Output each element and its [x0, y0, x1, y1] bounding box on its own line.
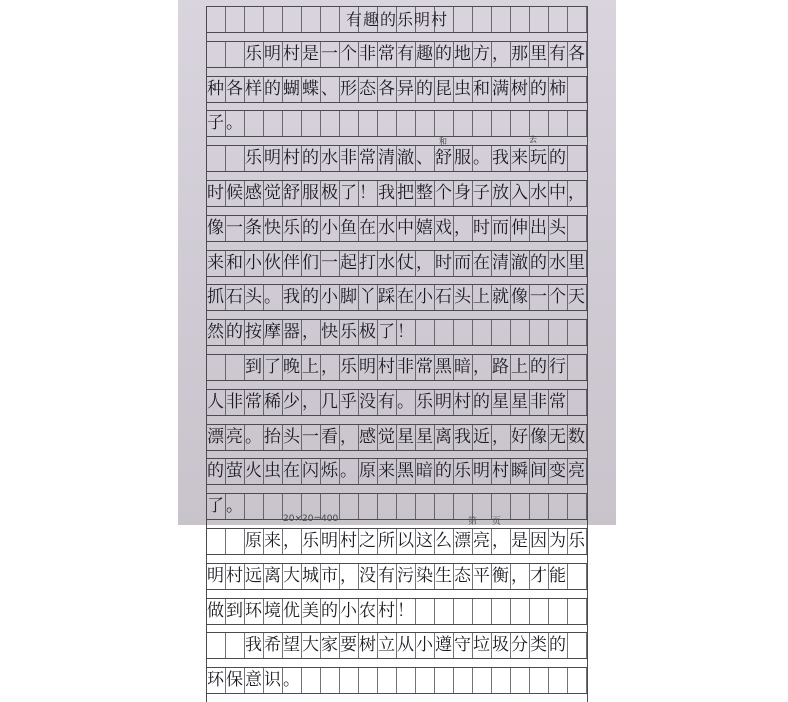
- essay-line: 环保意识。: [207, 670, 302, 691]
- manuscript-page: [178, 0, 616, 691]
- grid-row: [207, 250, 587, 277]
- essay-line: 抓石头。我的小脚丫踩在小石头上就像一个天: [207, 287, 587, 308]
- essay-line: 漂亮。抬头一看，感觉星星离我近，好像无数: [207, 426, 587, 447]
- essay-line: 原来，乐明村之所以这么漂亮，是因为乐: [245, 530, 587, 551]
- grid-row: [207, 319, 587, 346]
- essay-line: 到了晚上，乐明村非常黑暗，路上的行: [245, 356, 568, 377]
- essay-title: 有趣的乐明村: [345, 10, 448, 29]
- grid-row: [207, 284, 587, 311]
- essay-line: 人非常稀少，几乎没有。乐明村的星星非常: [207, 391, 568, 412]
- page-footer: [178, 514, 616, 525]
- grid-row: [207, 667, 587, 694]
- essay-line: 乐明村是一个非常有趣的地方，那里有各: [245, 43, 587, 64]
- essay-line: 了。: [207, 496, 245, 517]
- essay-line: 我希望大家要树立从小遵守垃圾分类的: [245, 635, 568, 656]
- grid-row: [207, 180, 587, 207]
- grid-row: [207, 354, 587, 381]
- essay-line: 的萤火虫在闪烁。原来黑暗的乐明村瞬间变亮: [207, 461, 587, 482]
- essay-line: 像一条快乐的小鱼在水中嬉戏，时而伸出头: [207, 217, 568, 238]
- grid-row: [207, 424, 587, 451]
- essay-line: 乐明村的水非常清澈、舒服。我来玩的: [245, 148, 568, 169]
- grid-paper: [206, 6, 588, 702]
- essay-line: 时候感觉舒服极了！我把整个身子放入水中，: [207, 182, 587, 203]
- grid-row: [207, 215, 587, 242]
- correction-annotation: 去: [529, 135, 537, 145]
- title-row: [207, 6, 587, 33]
- essay-line: 来和小伙伴们一起打水仗，时而在清澈的水里: [207, 252, 587, 273]
- grid-row: [207, 598, 587, 625]
- essay-line: 子。: [207, 113, 245, 134]
- grid-row: [207, 41, 587, 68]
- grid-row: [207, 76, 587, 103]
- essay-line: 明村远离大城市，没有污染生态平衡，才能: [207, 565, 568, 586]
- grid-size-label: 20×20=400: [283, 514, 339, 524]
- grid-row: [207, 632, 587, 659]
- correction-annotation: 和: [439, 137, 447, 147]
- grid-row: [207, 458, 587, 485]
- grid-row: [207, 135, 587, 172]
- essay-line: 然的按摩器，快乐极了！: [207, 322, 416, 343]
- page-number-label: 第 页: [468, 517, 507, 527]
- grid-row: [207, 389, 587, 416]
- grid-row: [207, 528, 587, 555]
- essay-line: 种各样的蝴蝶、形态各异的昆虫和满树的柿: [207, 78, 568, 99]
- grid-row: [207, 563, 587, 590]
- essay-line: 做到环境优美的小农村！: [207, 600, 416, 621]
